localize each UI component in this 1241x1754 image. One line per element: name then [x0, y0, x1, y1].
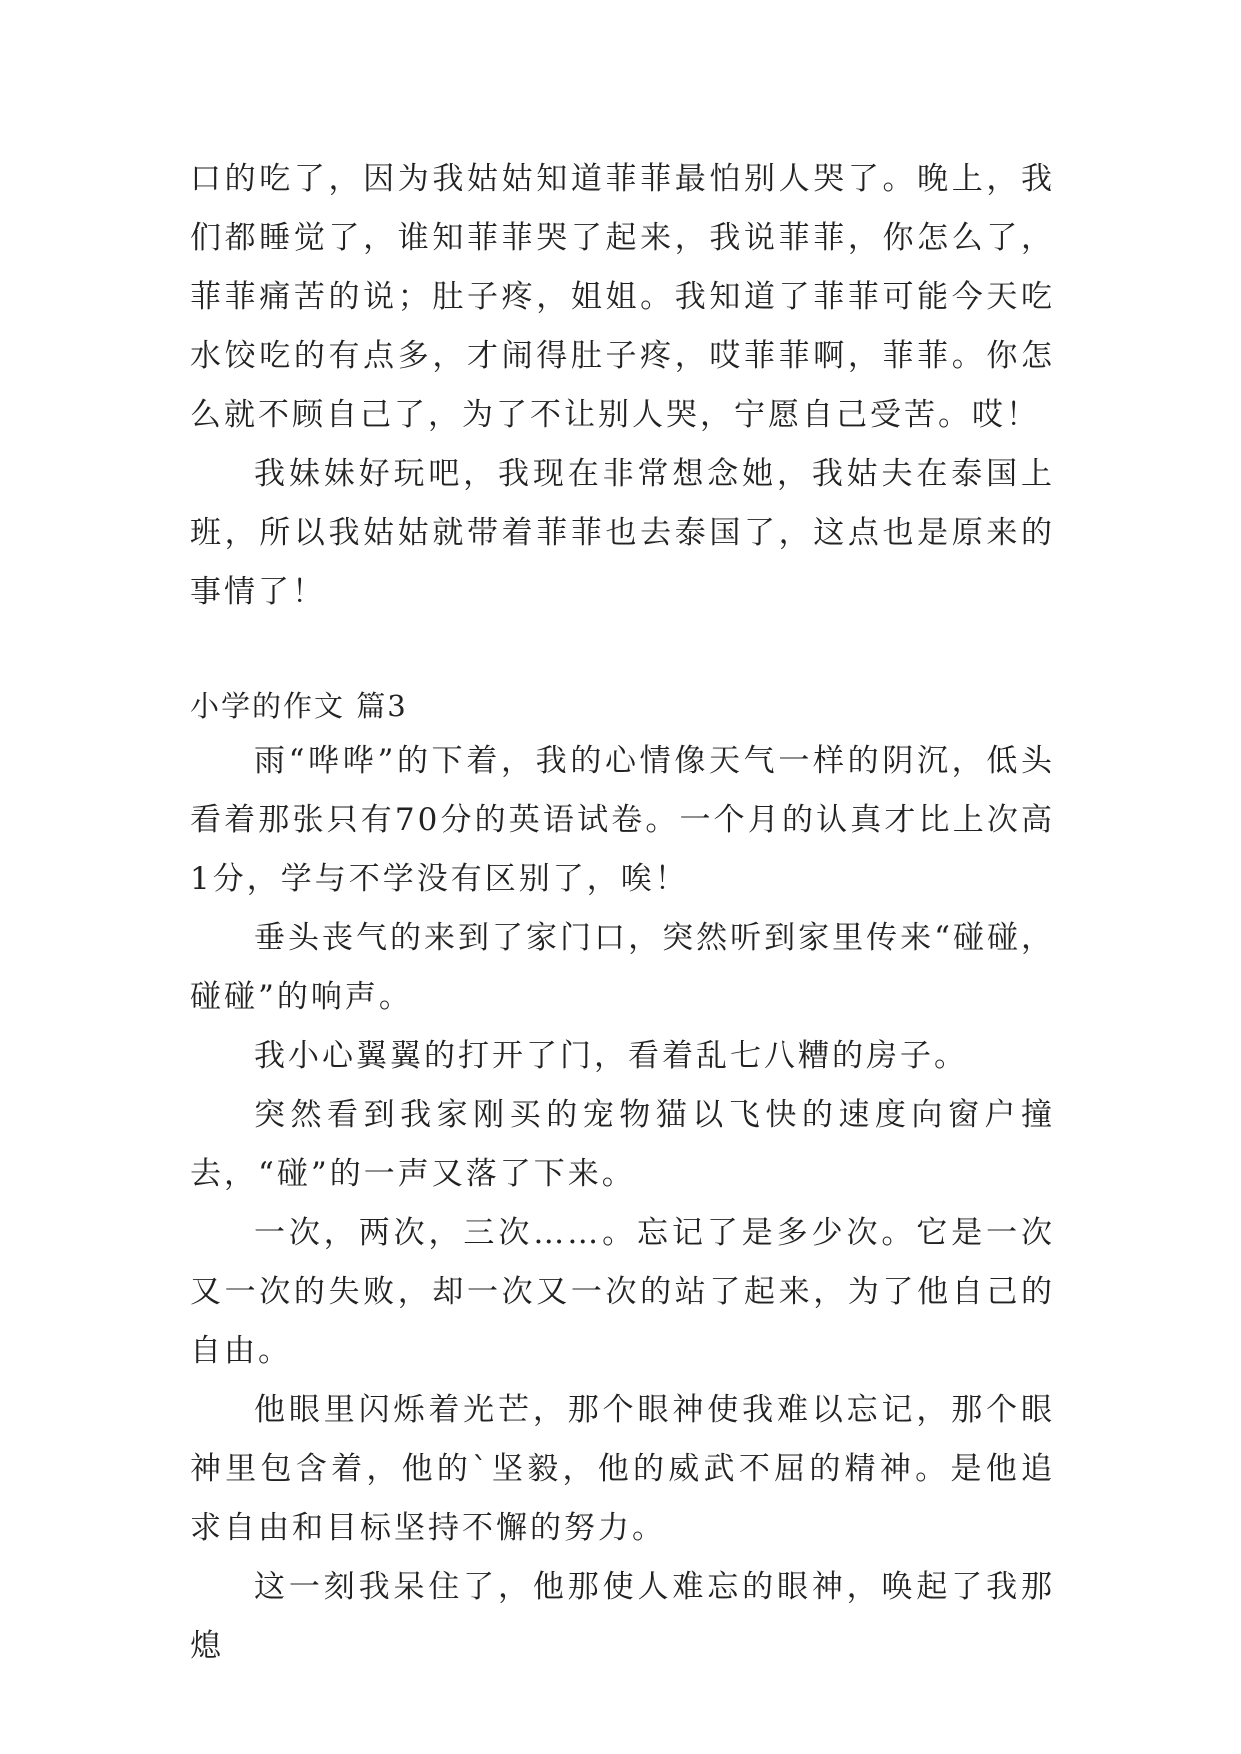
paragraph-8: 他眼里闪烁着光芒，那个眼神使我难以忘记，那个眼神里包含着，他的`坚毅，他的威武不屈的精神。是他追求自由和目标坚持不懈的努力。: [190, 1392, 1055, 1546]
paragraph-7: 一次，两次，三次……。忘记了是多少次。它是一次又一次的失败，却一次又一次的站了起来，为了他自己的自由。: [190, 1215, 1055, 1369]
paragraph-6: 突然看到我家刚买的宠物猫以飞快的速度向窗户撞去，“碰”的一声又落了下来。: [190, 1097, 1055, 1192]
section-heading: 小学的作文 篇3: [190, 689, 408, 723]
document-page: [190, 150, 1055, 1676]
paragraph-2: 我妹妹好玩吧，我现在非常想念她，我姑夫在泰国上班，所以我姑姑就带着菲菲也去泰国了，这点也是原来的事情了！: [190, 456, 1055, 610]
paragraph-9: 这一刻我呆住了，他那使人难忘的眼神，唤起了我那熄: [190, 1569, 1055, 1664]
paragraph-4: 垂头丧气的来到了家门口，突然听到家里传来“碰碰，碰碰”的响声。: [190, 920, 1055, 1015]
section-spacer: [190, 622, 1055, 680]
paragraph-1: 口的吃了，因为我姑姑知道菲菲最怕别人哭了。晚上，我们都睡觉了，谁知菲菲哭了起来，我说菲菲，你怎么了，菲菲痛苦的说；肚子疼，姐姐。我知道了菲菲可能今天吃水饺吃的有点多，才闹得肚子疼，哎菲菲啊，菲菲。你怎么就不顾自己了，为了不让别人哭，宁愿自己受苦。哎！: [190, 161, 1055, 433]
paragraph-5: 我小心翼翼的打开了门，看着乱七八糟的房子。: [254, 1038, 968, 1074]
paragraph-3: 雨“哗哗”的下着，我的心情像天气一样的阴沉，低头看着那张只有70分的英语试卷。一个月的认真才比上次高1分，学与不学没有区别了，唉！: [190, 743, 1055, 897]
